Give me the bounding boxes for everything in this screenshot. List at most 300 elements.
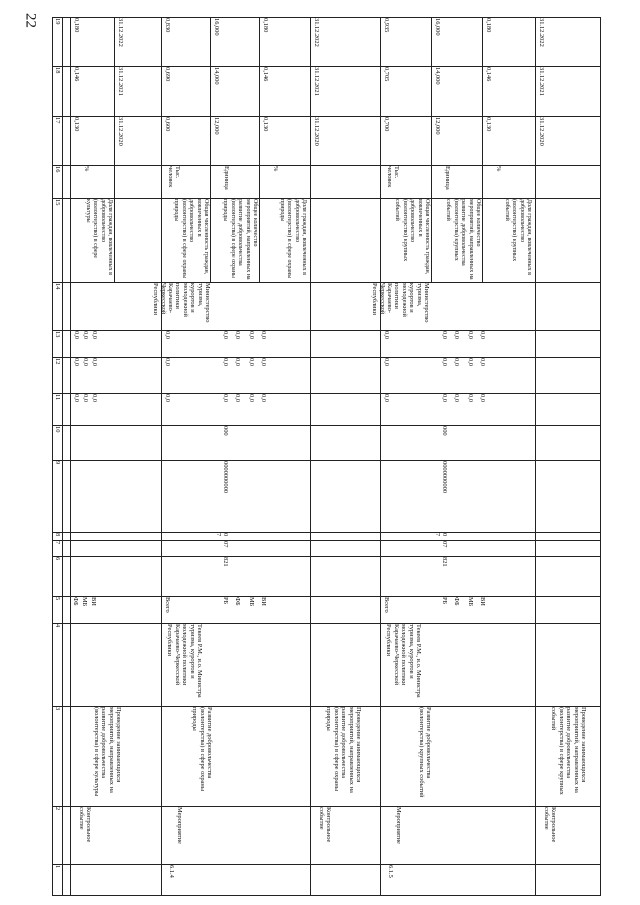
- column-header-4: [53, 623, 62, 706]
- amount-col12-text: 0,0: [441, 358, 448, 366]
- table-rule: [52, 864, 600, 865]
- indicator-unit-text: Единица: [223, 166, 230, 190]
- amount-col11-text: 0,0: [383, 394, 390, 402]
- indicator-name: [432, 198, 482, 282]
- indicator-name: [115, 198, 158, 282]
- funding-source-text: ФБ: [72, 597, 79, 606]
- indicator-2022-text: 16,000: [434, 18, 441, 36]
- column-header-18-text: 18: [54, 67, 61, 74]
- indicator-name: [311, 198, 378, 282]
- indicator-unit-text: %: [495, 166, 502, 172]
- amount-col12-text: 0,0: [479, 358, 486, 366]
- column-header-11-text: 11: [54, 394, 61, 401]
- amount-col13: [381, 330, 391, 357]
- block-number-text: 6.1.5: [387, 865, 394, 878]
- amount-col12: [477, 357, 487, 393]
- indicator-2022-text: 31.12.2022: [538, 18, 545, 47]
- amount-col11-text: 0,0: [467, 394, 474, 402]
- block-number: [381, 864, 395, 895]
- indicator-2022: [211, 17, 221, 66]
- column-header-9-text: 9: [54, 461, 61, 465]
- amount-col13: [477, 330, 487, 357]
- indicator-unit: [483, 165, 503, 198]
- amount-col12: [232, 357, 242, 393]
- indicator-2022-text: 16,000: [213, 18, 220, 36]
- amount-col12: [451, 357, 461, 393]
- budget-code-8-text: 07: [433, 533, 448, 537]
- indicator-unit-text: Единица: [444, 166, 451, 190]
- budget-code-8: [214, 532, 230, 540]
- indicator-2021: [211, 66, 221, 116]
- indicator-unit: [432, 165, 452, 198]
- amount-col13-text: 0,0: [234, 331, 241, 339]
- column-header-8-text: 8: [54, 533, 61, 537]
- amount-col12: [439, 357, 449, 393]
- block-type: [162, 806, 184, 864]
- block-number: [311, 864, 325, 895]
- budget-code-10-text: 000: [441, 426, 448, 436]
- column-header-2-text: 2: [54, 807, 61, 811]
- amount-col11: [246, 393, 256, 425]
- executor: [152, 282, 212, 330]
- funding-source: [258, 596, 268, 623]
- indicator-2020-text: 12,000: [434, 117, 441, 135]
- block-name: [381, 706, 433, 806]
- funding-source: [381, 596, 391, 623]
- indicator-2021-text: 31.12.2021: [538, 67, 545, 96]
- executor-text: Министерство туризма, курортов и молодежной политики Карачаево-Черкесской Республики: [371, 283, 430, 323]
- amount-col13-text: 0,0: [82, 331, 89, 339]
- indicator-2020: [311, 116, 321, 165]
- funding-source: [71, 596, 80, 623]
- indicator-name: [536, 198, 598, 282]
- amount-col12: [246, 357, 256, 393]
- block-responsible-text: Текеев Р.М., и.о. Министра туризма, курортов и молодежной политики Карачаево-Черкесской Республики: [166, 624, 203, 698]
- executor: [371, 282, 431, 330]
- column-header-13: [53, 330, 62, 357]
- amount-col13: [439, 330, 449, 357]
- amount-col12-text: 0,0: [91, 358, 98, 366]
- table-rule: [52, 17, 600, 18]
- executor-text: Министерство туризма, курортов и молодежной политики Карачаево-Черкесской Республики: [152, 283, 211, 323]
- indicator-2020: [432, 116, 442, 165]
- block-type: [536, 806, 558, 864]
- indicator-2020: [483, 116, 493, 165]
- column-header-19: [53, 17, 62, 66]
- indicator-2020-text: 31.12.2020: [538, 117, 545, 146]
- indicator-2020: [115, 116, 125, 165]
- amount-col13-text: 0,0: [164, 331, 171, 339]
- funding-source: [477, 596, 487, 623]
- amount-col12: [220, 357, 230, 393]
- amount-col11-text: 0,0: [222, 394, 229, 402]
- column-header-1-text: 1: [54, 865, 61, 869]
- amount-col12-text: 0,0: [467, 358, 474, 366]
- indicator-2020-text: 31.12.2020: [117, 117, 124, 146]
- indicator-2020-text: 0,130: [73, 117, 80, 132]
- indicator-2021-text: 0,690: [164, 67, 171, 82]
- indicator-2020: [71, 116, 81, 165]
- indicator-2021-text: 0,146: [262, 67, 269, 82]
- indicator-2022: [115, 17, 125, 66]
- column-header-6-text: 6: [54, 557, 61, 561]
- page-number: 22: [22, 13, 39, 28]
- column-header-12: [53, 357, 62, 393]
- amount-col11: [258, 393, 268, 425]
- amount-col13-text: 0,0: [441, 331, 448, 339]
- indicator-2022-text: 0,180: [262, 18, 269, 33]
- funding-source-text: МБ: [81, 597, 88, 607]
- amount-col11-text: 0,0: [73, 394, 80, 402]
- amount-col11-text: 0,0: [260, 394, 267, 402]
- column-header-3-text: 3: [54, 707, 61, 711]
- budget-code-6: [439, 556, 449, 596]
- amount-col13-text: 0,0: [383, 331, 390, 339]
- funding-source-text: МБ: [248, 597, 255, 607]
- indicator-2022: [260, 17, 270, 66]
- budget-code-9-text: 0000000000: [222, 461, 229, 493]
- amount-col13: [465, 330, 475, 357]
- column-header-16: [53, 165, 62, 198]
- funding-source-text: РБ: [441, 597, 448, 605]
- column-header-6: [53, 556, 62, 596]
- table-rule: [52, 460, 600, 461]
- amount-col12-text: 0,0: [73, 358, 80, 366]
- block-name: [536, 706, 588, 806]
- funding-source-text: ВИ: [90, 597, 97, 606]
- amount-col12: [381, 357, 391, 393]
- indicator-name: [381, 198, 431, 282]
- table-rule: [600, 17, 601, 896]
- block-name-text: Проведение занимающихся мероприятий, направленных на развитие добровольчества (волонтерства) в сфере крупных событий: [550, 707, 587, 795]
- column-header-17-text: 17: [54, 117, 61, 124]
- amount-col11: [162, 393, 172, 425]
- table-rule: [52, 425, 600, 426]
- amount-col11: [465, 393, 475, 425]
- block-type-text: Мероприятие: [395, 807, 402, 844]
- budget-code-7: [439, 540, 449, 556]
- block-responsible: [536, 623, 578, 706]
- amount-col13-text: 0,0: [479, 331, 486, 339]
- indicator-2022: [432, 17, 442, 66]
- budget-code-10: [439, 425, 449, 460]
- budget-code-8: [433, 532, 449, 540]
- amount-col13: [258, 330, 268, 357]
- indicator-2021: [162, 66, 172, 116]
- column-header-12-text: 12: [54, 358, 61, 365]
- amount-col11: [89, 393, 99, 425]
- column-header-5-text: 5: [54, 597, 61, 601]
- block-name: [162, 706, 214, 806]
- block-name: [71, 706, 123, 806]
- indicator-2021-text: 31.12.2021: [117, 67, 124, 96]
- indicator-2020-text: 0,130: [485, 117, 492, 132]
- indicator-2021: [432, 66, 442, 116]
- column-header-3: [53, 706, 62, 806]
- indicator-2022: [381, 17, 391, 66]
- indicator-2020-text: 0,600: [164, 117, 171, 132]
- amount-col12-text: 0,0: [234, 358, 241, 366]
- column-header-7-text: 7: [54, 541, 61, 545]
- amount-col12-text: 0,0: [260, 358, 267, 366]
- column-header-11: [53, 393, 62, 425]
- table-rule: [52, 282, 600, 283]
- indicator-2020-text: 0,130: [262, 117, 269, 132]
- amount-col11-text: 0,0: [248, 394, 255, 402]
- indicator-2021-text: 0,146: [73, 67, 80, 82]
- amount-col13: [232, 330, 242, 357]
- indicator-2022: [536, 17, 546, 66]
- indicator-2020-text: 0,700: [383, 117, 390, 132]
- indicator-unit: [162, 165, 182, 198]
- amount-col13-text: 0,0: [91, 331, 98, 339]
- indicator-2022-text: 0,935: [383, 18, 390, 33]
- funding-source: [232, 596, 242, 623]
- amount-col12-text: 0,0: [248, 358, 255, 366]
- indicator-unit: [381, 165, 401, 198]
- indicator-2021: [71, 66, 81, 116]
- funding-source-text: МБ: [467, 597, 474, 607]
- amount-col11: [451, 393, 461, 425]
- column-header-9: [53, 460, 62, 532]
- amount-col13: [451, 330, 461, 357]
- block-responsible: [311, 623, 353, 706]
- indicator-2021-text: 0,146: [485, 67, 492, 82]
- indicator-unit: [260, 165, 280, 198]
- indicator-2022: [71, 17, 81, 66]
- budget-code-6-text: 821: [222, 557, 229, 567]
- funding-source-text: ВИ: [479, 597, 486, 606]
- amount-col11-text: 0,0: [453, 394, 460, 402]
- indicator-name: [260, 198, 308, 282]
- block-type-text: Контрольное событие: [77, 807, 92, 843]
- indicator-2021: [260, 66, 270, 116]
- indicator-2021-text: 14,000: [213, 67, 220, 85]
- table-rule: [52, 540, 600, 541]
- column-header-1: [53, 864, 62, 895]
- budget-code-9: [220, 460, 230, 532]
- amount-col11: [381, 393, 391, 425]
- amount-col11: [477, 393, 487, 425]
- amount-col12-text: 0,0: [453, 358, 460, 366]
- amount-col12: [465, 357, 475, 393]
- amount-col12-text: 0,0: [82, 358, 89, 366]
- table-rule: [52, 596, 600, 597]
- block-name-text: Проведение занимающихся мероприятий, направленных на развитие добровольчества (волонтерства) в сфере культуры: [92, 707, 122, 797]
- column-header-2: [53, 806, 62, 864]
- block-responsible: [71, 623, 113, 706]
- funding-source: [162, 596, 172, 623]
- indicator-2021-text: 14,000: [434, 67, 441, 85]
- budget-code-10: [220, 425, 230, 460]
- indicator-2020-text: 31.12.2020: [313, 117, 320, 146]
- column-header-10: [53, 425, 62, 460]
- funding-source-text: Всего: [383, 597, 390, 613]
- indicator-name-text: Доля граждан, вовлеченных в добровольчество (волонтерство) в сфере охраны природы: [278, 199, 307, 279]
- indicator-2020: [381, 116, 391, 165]
- indicator-2022-text: 31.12.2022: [117, 18, 124, 47]
- indicator-unit: [71, 165, 91, 198]
- indicator-unit-text: Тыс. человек: [385, 166, 400, 188]
- column-header-7: [53, 540, 62, 556]
- column-header-10-text: 10: [54, 426, 61, 433]
- indicator-2021: [115, 66, 125, 116]
- column-header-14-text: 14: [54, 283, 61, 290]
- column-header-17: [53, 116, 62, 165]
- block-name-text: Проведение занимающихся мероприятий, направленных на развитие добровольчества (волонтерства) в сфере охраны природы: [325, 707, 362, 793]
- amount-col11: [439, 393, 449, 425]
- indicator-2020-text: 12,000: [213, 117, 220, 135]
- indicator-unit-text: %: [83, 166, 90, 172]
- block-name: [311, 706, 363, 806]
- indicator-name-text: Общая численность граждан, вовлеченных в добровольчество (волонтерство) крупных событий: [394, 199, 430, 275]
- indicator-2022-text: 31.12.2022: [313, 18, 320, 47]
- indicator-name-text: Доля граждан, вовлеченных в добровольчество (волонтерство) в сфере культуры: [84, 199, 113, 275]
- amount-col13-text: 0,0: [248, 331, 255, 339]
- column-header-19-text: 19: [54, 18, 61, 25]
- budget-code-7-text: 07: [222, 541, 229, 548]
- indicator-2022: [162, 17, 172, 66]
- column-header-15-text: 15: [54, 199, 61, 206]
- amount-col13: [89, 330, 99, 357]
- funding-source: [246, 596, 256, 623]
- block-name-text: Развитие добровольчества (волонтерства) крупных событий: [417, 707, 432, 798]
- funding-source-text: ФБ: [453, 597, 460, 606]
- block-name-text: Развитие добровольчества (волонтерства) в сфере охраны природы: [191, 707, 213, 792]
- indicator-unit-text: %: [272, 166, 279, 172]
- indicator-name: [211, 198, 259, 282]
- funding-source: [439, 596, 449, 623]
- funding-source-text: РБ: [222, 597, 229, 605]
- block-type-text: Мероприятие: [176, 807, 183, 844]
- table-rule: [52, 556, 600, 557]
- column-header-15: [53, 198, 62, 282]
- table-rule: [52, 116, 600, 117]
- amount-col13-text: 0,0: [467, 331, 474, 339]
- amount-col11: [232, 393, 242, 425]
- budget-code-10-text: 000: [222, 426, 229, 436]
- amount-col13-text: 0,0: [260, 331, 267, 339]
- budget-code-9: [439, 460, 449, 532]
- indicator-2022-text: 0,180: [73, 18, 80, 33]
- amount-col11-text: 0,0: [164, 394, 171, 402]
- column-header-14: [53, 282, 62, 330]
- column-header-18: [53, 66, 62, 116]
- table-rule: [52, 895, 600, 896]
- indicator-2020: [211, 116, 221, 165]
- indicator-unit: [311, 165, 331, 198]
- block-number: [71, 864, 85, 895]
- amount-col12: [89, 357, 99, 393]
- amount-col13: [162, 330, 172, 357]
- block-responsible: [381, 623, 423, 706]
- indicator-2022: [311, 17, 321, 66]
- indicator-name: [483, 198, 533, 282]
- amount-col13-text: 0,0: [453, 331, 460, 339]
- amount-col12-text: 0,0: [222, 358, 229, 366]
- block-responsible: [162, 623, 204, 706]
- indicator-2020: [260, 116, 270, 165]
- indicator-unit: [536, 165, 556, 198]
- indicator-2021: [483, 66, 493, 116]
- block-responsible-text: Текеев Р.М., и.о. Министра туризма, курортов и молодежной политики Карачаево-Черкесской Республики: [385, 624, 422, 698]
- table-rule: [52, 393, 600, 394]
- indicator-2021-text: 0,705: [383, 67, 390, 82]
- indicator-unit: [115, 165, 135, 198]
- column-header-5: [53, 596, 62, 623]
- block-number: [162, 864, 176, 895]
- table-rule: [62, 17, 63, 896]
- amount-col11-text: 0,0: [234, 394, 241, 402]
- amount-col13-text: 0,0: [222, 331, 229, 339]
- indicator-2020: [162, 116, 172, 165]
- amount-col11-text: 0,0: [479, 394, 486, 402]
- amount-col11-text: 0,0: [91, 394, 98, 402]
- budget-code-7: [220, 540, 230, 556]
- indicator-2021-text: 31.12.2021: [313, 67, 320, 96]
- funding-source-text: Всего: [164, 597, 171, 613]
- amount-col12: [258, 357, 268, 393]
- indicator-name: [162, 198, 210, 282]
- indicator-2021: [381, 66, 391, 116]
- amount-col11-text: 0,0: [82, 394, 89, 402]
- funding-source-text: ВИ: [260, 597, 267, 606]
- column-header-4-text: 4: [54, 624, 61, 628]
- amount-col13: [220, 330, 230, 357]
- column-header-16-text: 16: [54, 166, 61, 173]
- budget-code-7-text: 07: [441, 541, 448, 548]
- indicator-2021: [536, 66, 546, 116]
- indicator-unit-text: Тыс. человек: [166, 166, 181, 188]
- indicator-name: [71, 198, 114, 282]
- funding-source: [89, 596, 98, 623]
- amount-col12-text: 0,0: [383, 358, 390, 366]
- indicator-2022: [483, 17, 493, 66]
- budget-code-6: [220, 556, 230, 596]
- table-rule: [52, 357, 600, 358]
- indicator-2022-text: 0,830: [164, 18, 171, 33]
- amount-col12-text: 0,0: [164, 358, 171, 366]
- funding-source-text: ФБ: [234, 597, 241, 606]
- block-type-text: Контрольное событие: [542, 807, 557, 843]
- block-type-text: Контрольное событие: [317, 807, 332, 843]
- funding-source: [465, 596, 475, 623]
- column-header-8: [53, 532, 62, 540]
- block-number: [536, 864, 550, 895]
- indicator-name-text: Доля граждан, вовлеченных в добровольчество (волонтерство) крупных событий: [503, 199, 532, 275]
- budget-code-6-text: 821: [441, 557, 448, 567]
- amount-col12: [162, 357, 172, 393]
- indicator-2021: [311, 66, 321, 116]
- table-rule: [52, 330, 600, 331]
- indicator-2020: [536, 116, 546, 165]
- block-number-text: 6.1.4: [168, 865, 175, 878]
- amount-col11: [220, 393, 230, 425]
- indicator-unit: [211, 165, 231, 198]
- column-header-13-text: 13: [54, 331, 61, 338]
- indicator-name-text: Общая численность граждан, вовлеченных в добровольчество (волонтерство) в сфере охраны природы: [173, 199, 209, 279]
- budget-code-9-text: 0000000000: [441, 461, 448, 493]
- amount-col13-text: 0,0: [73, 331, 80, 339]
- indicator-name-text: Общее количество мероприятий, направленных на развитие добровольчества (волонтерства) в сфере охраны природы: [222, 199, 258, 280]
- block-type: [311, 806, 333, 864]
- amount-col13: [246, 330, 256, 357]
- block-type: [71, 806, 93, 864]
- indicator-2022-text: 0,180: [485, 18, 492, 33]
- block-type: [381, 806, 403, 864]
- table-rule: [52, 532, 600, 533]
- funding-source: [451, 596, 461, 623]
